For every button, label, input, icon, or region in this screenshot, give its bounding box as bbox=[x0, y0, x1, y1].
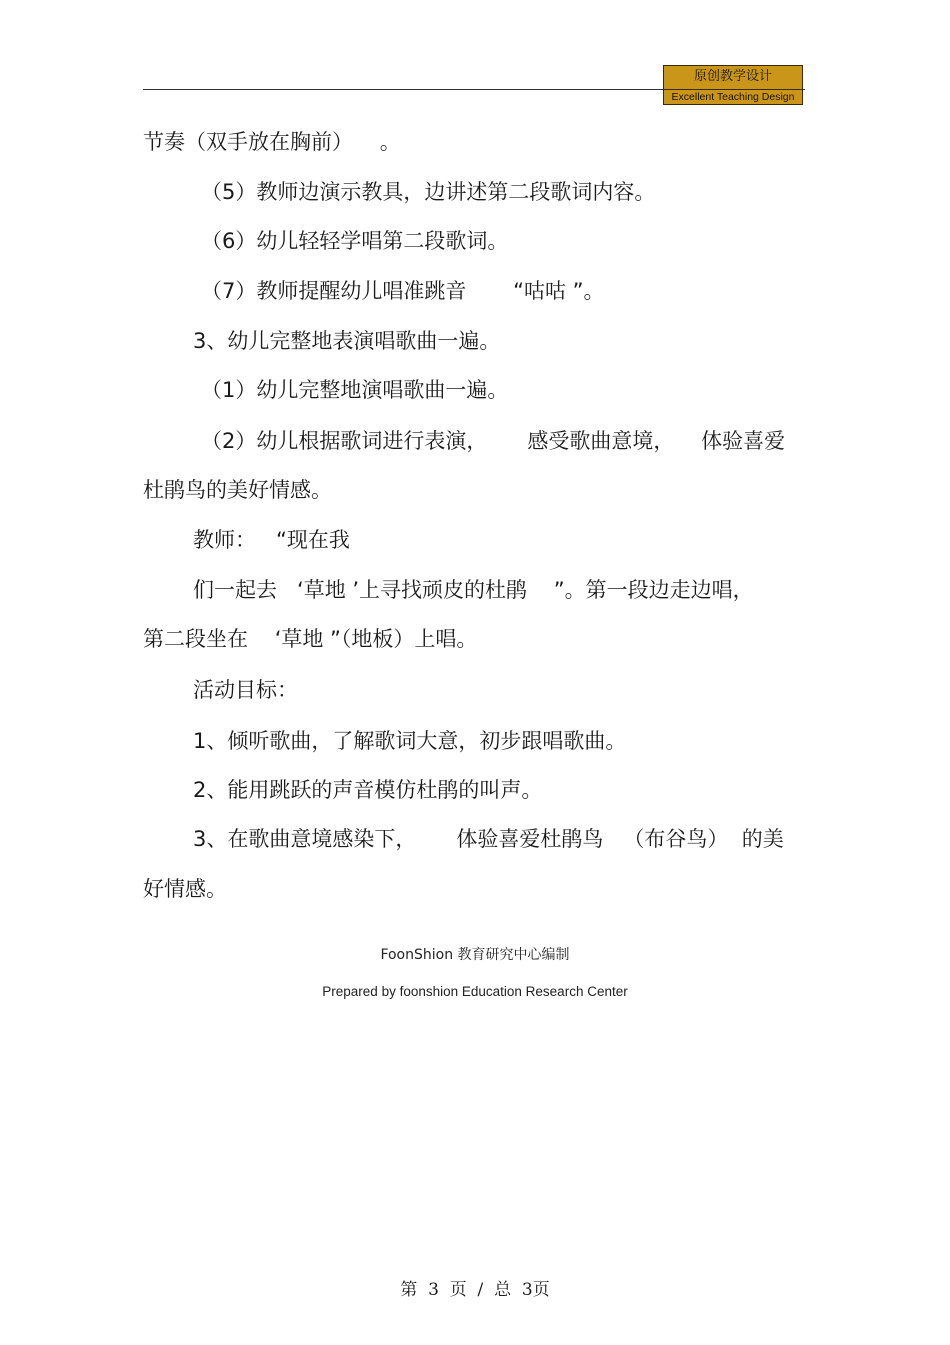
header-badge bbox=[663, 65, 803, 105]
body-line: 第二段坐在 ‘草地 ”（地板）上唱。 bbox=[143, 627, 478, 651]
body-line: （5）教师边演示教具，边讲述第二段歌词内容。 bbox=[201, 180, 656, 204]
badge-title: 原创教学设计 bbox=[693, 69, 772, 84]
body-line: （7）教师提醒幼儿唱准跳音 “咕咕 ”。 bbox=[201, 279, 605, 303]
body-line: 节奏（双手放在胸前） 。 bbox=[143, 130, 401, 154]
body-line: 教师： “现在我 bbox=[193, 528, 350, 552]
body-line: 2、能用跳跃的声音模仿杜鹃的叫声。 bbox=[193, 778, 543, 802]
body-line: （2）幼儿根据歌词进行表演， 感受歌曲意境， 体验喜爱 bbox=[201, 429, 786, 453]
body-line: （1）幼儿完整地演唱歌曲一遍。 bbox=[201, 378, 509, 402]
body-line: 活动目标： bbox=[193, 678, 298, 702]
body-line: 1、倾听歌曲，了解歌词大意，初步跟唱歌曲。 bbox=[193, 729, 627, 753]
body-line: 杜鹃鸟的美好情感。 bbox=[143, 478, 332, 502]
body-line: 们一起去 ‘草地 ’上寻找顽皮的杜鹃 ”。第一段边走边唱， bbox=[193, 578, 754, 602]
footer-organization-en: Prepared by foonshion Education Research Center bbox=[322, 984, 628, 999]
body-line: 好情感。 bbox=[143, 877, 227, 901]
body-line: 3、在歌曲意境感染下， 体验喜爱杜鹃鸟 （布谷鸟） 的美 bbox=[193, 827, 784, 851]
badge-subtitle: Excellent Teaching Design bbox=[671, 91, 795, 103]
page-number: 第 3 页 / 总 3页 bbox=[400, 1280, 550, 1300]
footer-organization: FoonShion 教育研究中心编制 bbox=[380, 947, 570, 963]
body-line: 3、幼儿完整地表演唱歌曲一遍。 bbox=[193, 329, 501, 353]
body-line: （6）幼儿轻轻学唱第二段歌词。 bbox=[201, 229, 509, 253]
